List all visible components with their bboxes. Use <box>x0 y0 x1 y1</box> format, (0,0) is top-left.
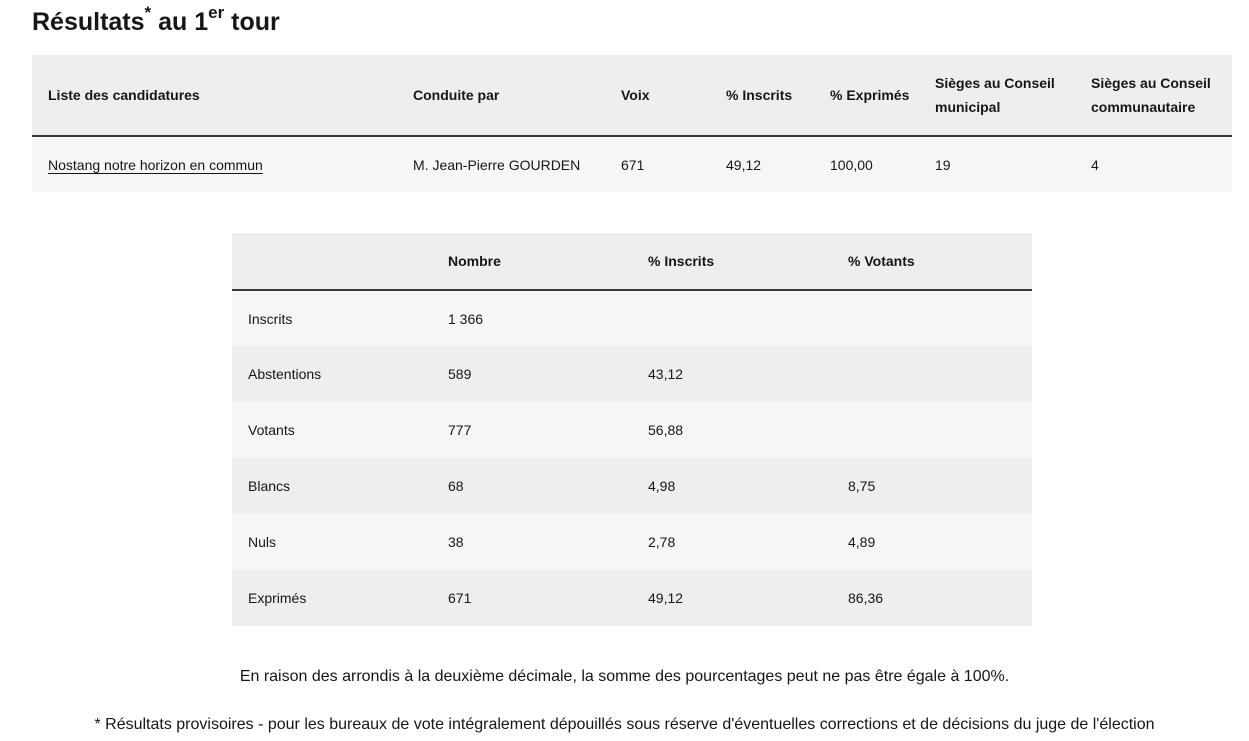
row-pct-voters <box>832 290 1032 346</box>
cell-pct-registered: 49,12 <box>726 156 762 173</box>
row-pct-voters: 4,89 <box>848 534 876 550</box>
row-pct-registered: 56,88 <box>648 422 684 438</box>
table-row <box>232 458 1032 514</box>
header-pct-registered: % Inscrits <box>632 233 832 290</box>
header-led-by: Conduite par <box>397 55 605 136</box>
cell-pct-expressed: 100,00 <box>830 156 873 173</box>
row-count: 68 <box>448 478 464 494</box>
participation-table <box>232 233 1032 626</box>
header-pct-expressed: % Exprimés <box>814 55 919 136</box>
header-label <box>232 233 432 290</box>
header-pct-registered: % Inscrits <box>710 55 814 136</box>
results-header-row <box>32 55 1232 136</box>
row-pct-voters: 8,75 <box>848 478 876 494</box>
cell-list[interactable] <box>32 136 397 192</box>
table-row <box>232 346 1032 402</box>
row-label: Inscrits <box>248 310 293 327</box>
header-seats-community: Sièges au Conseil communautaire <box>1075 55 1232 136</box>
row-label: Exprimés <box>248 590 307 606</box>
row-label: Blancs <box>248 478 291 494</box>
list-link[interactable]: Nostang notre horizon en commun <box>48 156 263 173</box>
row-label: Nuls <box>248 534 277 550</box>
header-list: Liste des candidatures <box>32 55 397 136</box>
row-pct-voters <box>832 402 1032 458</box>
provisional-note: * Résultats provisoires - pour les bureaux de vote intégralement dépouillés sous réserve d'éventuelles corrections et de décisions du juge de l'élection <box>94 716 1155 733</box>
header-seats-municipal: Sièges au Conseil municipal <box>919 55 1075 136</box>
cell-seats-municipal: 19 <box>935 156 951 173</box>
header-votes: Voix <box>605 55 710 136</box>
row-count: 1 366 <box>448 310 484 327</box>
row-pct-registered <box>632 290 832 346</box>
title-main: Résultats <box>32 8 145 36</box>
row-count: 589 <box>448 366 472 382</box>
page-title <box>32 4 280 40</box>
row-pct-registered: 2,78 <box>648 534 676 550</box>
cell-votes: 671 <box>621 156 645 173</box>
table-row <box>232 570 1032 626</box>
row-pct-registered: 4,98 <box>648 478 676 494</box>
row-pct-registered: 43,12 <box>648 366 684 382</box>
row-pct-registered: 49,12 <box>648 590 684 606</box>
header-count: Nombre <box>432 233 632 290</box>
title-ordinal-suffix: er <box>208 2 225 22</box>
title-asterisk: * <box>144 2 152 22</box>
title-middle: au 1 <box>151 8 209 36</box>
row-label: Votants <box>248 422 295 438</box>
rounding-note: En raison des arrondis à la deuxième décimale, la somme des pourcentages peut ne pas être égale à 100%. <box>239 668 1010 685</box>
cell-seats-community: 4 <box>1091 156 1099 173</box>
cell-led-by: M. Jean-Pierre GOURDEN <box>413 156 581 173</box>
results-table <box>32 55 1232 192</box>
table-row <box>232 402 1032 458</box>
participation-header-row <box>232 233 1032 290</box>
title-end: tour <box>224 8 280 36</box>
table-row <box>32 136 1232 192</box>
row-pct-voters: 86,36 <box>848 590 884 606</box>
row-label: Abstentions <box>248 366 322 382</box>
row-count: 38 <box>448 534 464 550</box>
row-count: 777 <box>448 422 472 438</box>
row-count: 671 <box>448 590 472 606</box>
table-row <box>232 514 1032 570</box>
header-pct-voters: % Votants <box>832 233 1032 290</box>
table-row <box>232 290 1032 346</box>
row-pct-voters <box>832 346 1032 402</box>
